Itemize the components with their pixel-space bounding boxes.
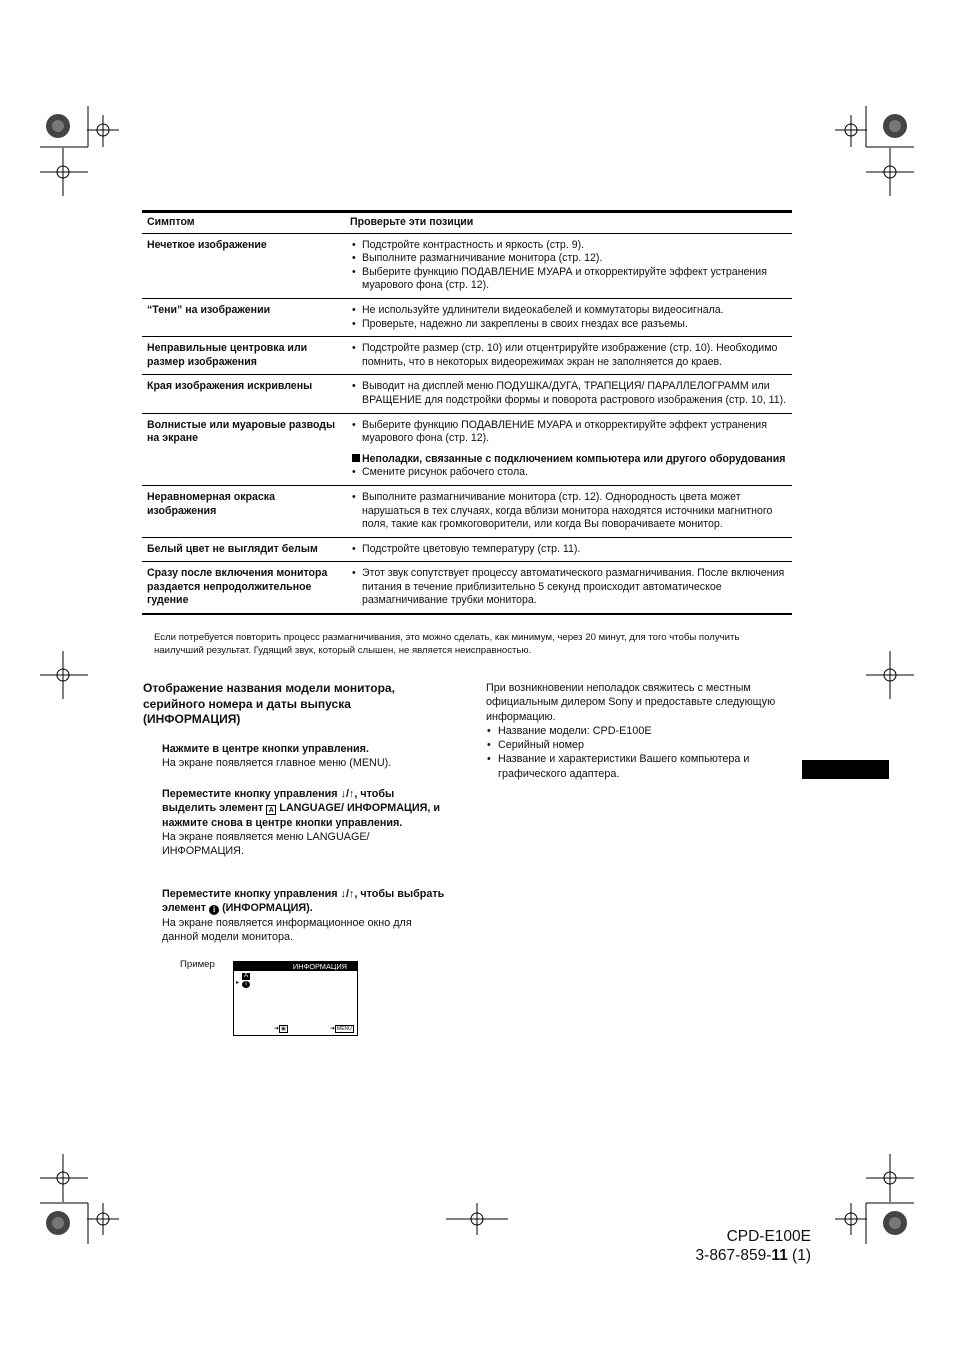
table-row <box>142 375 792 413</box>
table-note: Если потребуется повторить процесс размагничивания, это можно сделать, как минимум, через 20 минут, для того чтобы получить наилучший результат. Гудящий звук, который слышен, не является неисправностью. <box>154 632 740 656</box>
table-row <box>142 233 792 298</box>
check-cell <box>345 233 792 298</box>
check-cell <box>345 537 792 562</box>
list-item: • Выберите функцию ПОДАВЛЕНИЕ МУАРА и откорректируйте эффект устранения муарового фона (стр. 12). <box>350 266 787 293</box>
list-item: • Подстройте цветовую температуру (стр. 11). <box>350 543 787 557</box>
document-code <box>696 1246 811 1265</box>
info-icon: i <box>242 981 250 988</box>
list-item: • Смените рисунок рабочего стола. <box>350 466 787 480</box>
header-check: Проверьте эти позиции <box>345 212 792 234</box>
subheading <box>350 453 787 467</box>
subheading-text: Неполадки, связанные с подключением компьютера или другого оборудования <box>362 452 786 465</box>
check-cell <box>345 298 792 336</box>
exit-icon: ▣ <box>281 1026 286 1032</box>
header-symptom: Симптом <box>142 212 345 234</box>
step-1-result: На экране появляется главное меню (MENU). <box>162 757 392 770</box>
symptom-cell: “Тени” на изображении <box>142 298 345 336</box>
step-2-instruction-a: Переместите кнопку управления ↓/↑, чтобы выделить элемент <box>162 788 395 815</box>
list-item: • Серийный номер <box>486 738 801 752</box>
osd-nav-back <box>274 1025 288 1033</box>
list-item: • Выводит на дисплей меню ПОДУШКА/ДУГА, ТРАПЕЦИЯ/ ПАРАЛЛЕЛОГРАММ или ВРАЩЕНИЕ для подстройки формы и поворота растрового изображения (стр. 10, 11). <box>350 380 787 407</box>
language-icon: A <box>266 805 276 815</box>
code-bold: 11 <box>771 1247 788 1264</box>
osd-title-bar: ИНФОРМАЦИЯ <box>234 962 357 971</box>
step-1-instruction: Нажмите в центре кнопки управления. <box>162 743 369 755</box>
osd-screen-example <box>233 961 358 1036</box>
step-2-instruction-b: LANGUAGE/ ИНФОРМАЦИЯ, и нажмите снова в центре кнопки управления. <box>162 802 441 829</box>
list-item: • Выберите функцию ПОДАВЛЕНИЕ МУАРА и откорректируйте эффект устранения муарового фона (стр. 12). <box>350 419 787 446</box>
list-item: • Подстройте контрастность и яркость (стр. 9). <box>350 239 787 253</box>
section-title: Отображение названия модели монитора, серийного номера и даты выпуска (ИНФОРМАЦИЯ) <box>143 681 395 727</box>
check-cell <box>345 562 792 614</box>
step-3-instruction <box>162 887 447 916</box>
step-3 <box>162 887 447 944</box>
language-icon: A <box>243 973 248 979</box>
osd-nav-menu <box>330 1025 354 1033</box>
symptom-cell: Края изображения искривлены <box>142 375 345 413</box>
table-row <box>142 537 792 562</box>
symptom-cell: Сразу после включения монитора раздается непродолжительное гудение <box>142 562 345 614</box>
table-row <box>142 413 792 485</box>
code-suffix: (1) <box>787 1247 811 1264</box>
symptom-cell: Белый цвет не выглядит белым <box>142 537 345 562</box>
troubleshooting-table <box>142 210 792 615</box>
step-2 <box>162 787 447 858</box>
list-item: • Выполните размагничивание монитора (стр. 12). Однородность цвета может нарушаться в тех случаях, когда вблизи монитора находятся источники магнитного поля, такие как громкоговорители, или когда Вы поворачиваете монитор. <box>350 491 787 532</box>
step-2-instruction <box>162 787 447 830</box>
arrow-icon: ➜ <box>274 1026 280 1032</box>
list-item: • Название модели: CPD-E100E <box>486 724 801 738</box>
symptom-cell: Неравномерная окраска изображения <box>142 485 345 537</box>
list-item: • Проверьте, надежно ли закреплены в своих гнездах все разъемы. <box>350 318 787 332</box>
list-item: • Подстройте размер (стр. 10) или отцентрируйте изображение (стр. 10). Необходимо помнить, что в некоторых видеорежимах экран не заполняется до краев. <box>350 342 787 369</box>
code-prefix: 3-867-859- <box>695 1247 772 1264</box>
contact-info <box>486 681 801 781</box>
list-item: • Не используйте удлинители видеокабелей и коммутаторы видеосигнала. <box>350 304 787 318</box>
info-icon: i <box>209 905 219 915</box>
check-cell <box>345 337 792 375</box>
symptom-cell: Неправильные центровка или размер изображения <box>142 337 345 375</box>
step-3-result: На экране появляется информационное окно для данной модели монитора. <box>162 916 412 943</box>
list-item: • Выполните размагничивание монитора (стр. 12). <box>350 252 787 266</box>
page-tab-marker <box>802 760 889 779</box>
list-item: • Название и характеристики Вашего компьютера и графического адаптера. <box>486 752 801 781</box>
step-1 <box>162 742 447 771</box>
square-bullet-icon <box>352 454 360 462</box>
arrow-icon: ➜ <box>330 1026 336 1032</box>
table-header-row <box>142 212 792 234</box>
list-item: • Этот звук сопутствует процессу автоматического размагничивания. После включения питания в течение приблизительно 5 секунд происходит автоматическое размагничивание трубки монитора. <box>350 567 787 608</box>
example-label: Пример <box>180 959 215 970</box>
model-name: CPD-E100E <box>726 1228 811 1245</box>
check-cell <box>345 375 792 413</box>
check-cell <box>345 413 792 485</box>
table-row <box>142 562 792 614</box>
step-2-result: На экране появляется меню LANGUAGE/ ИНФОРМАЦИЯ. <box>162 830 370 858</box>
symptom-cell: Волнистые или муаровые разводы на экране <box>142 413 345 485</box>
pointer-icon: ▸ <box>236 980 240 986</box>
check-cell <box>345 485 792 537</box>
table-row <box>142 298 792 336</box>
contact-intro: При возникновении неполадок свяжитесь с местным официальным дилером Sony и предоставьте следующую информацию. <box>486 682 776 723</box>
table-row <box>142 485 792 537</box>
step-3-instruction-a: Переместите кнопку управления ↓/↑, чтобы выбрать элемент <box>162 888 445 915</box>
table-row <box>142 337 792 375</box>
symptom-cell: Нечеткое изображение <box>142 233 345 298</box>
footer <box>696 1227 811 1265</box>
menu-icon: MENU <box>337 1026 352 1032</box>
step-3-instruction-b: (ИНФОРМАЦИЯ). <box>222 902 313 915</box>
